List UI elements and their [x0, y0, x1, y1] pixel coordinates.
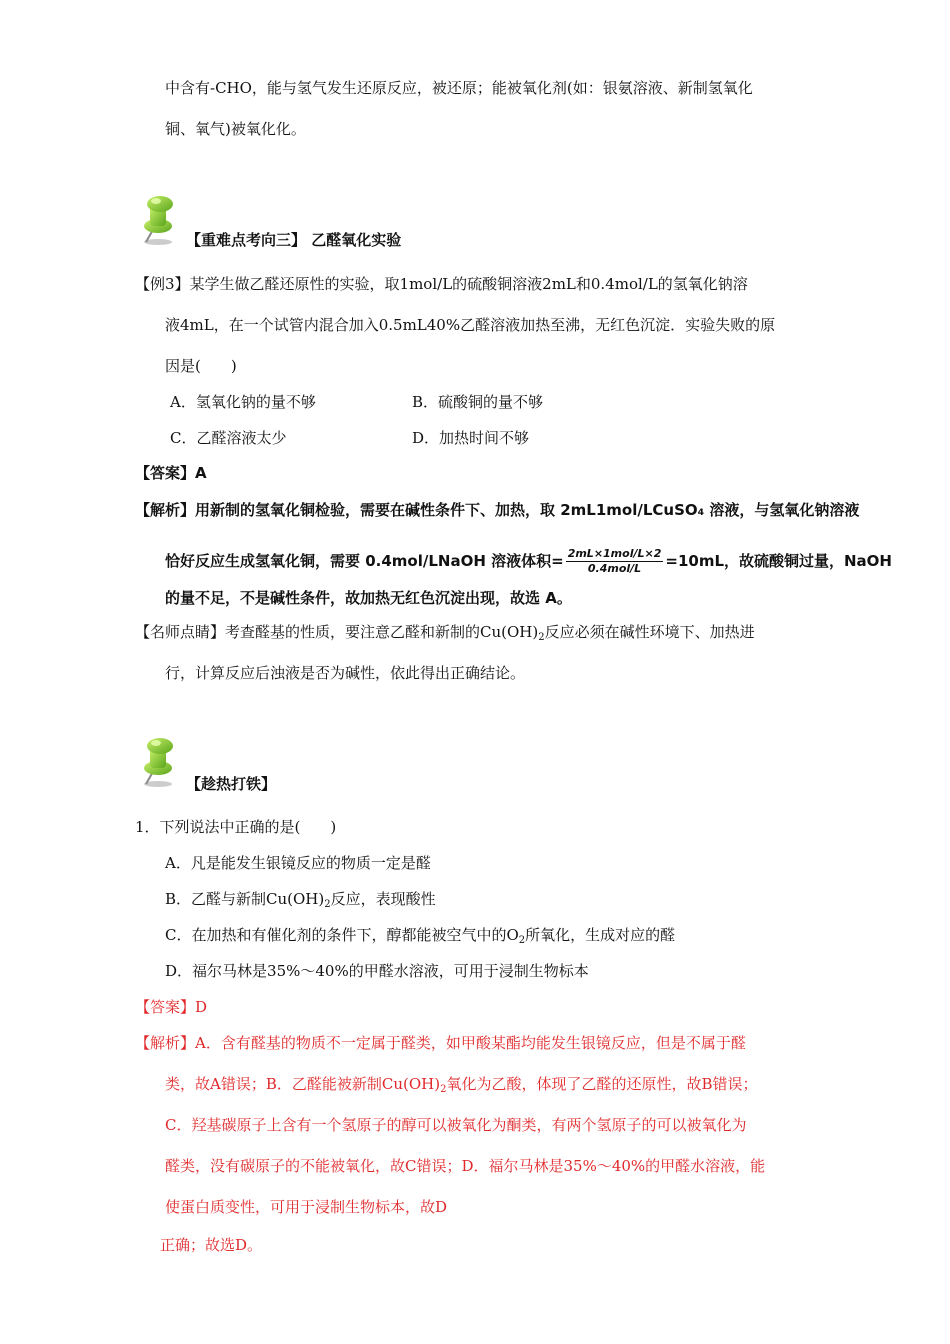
- answer-practice: 【答案】D: [135, 998, 208, 1016]
- example-3-line-2: 液4mL，在一个试管内混合加入0.5mL40%乙醛溶液加热至沸，无红色沉淀．实验失败的原: [165, 316, 776, 334]
- an-l2-sub: 2: [440, 1084, 447, 1095]
- teacher-tip-line-1: [135, 622, 755, 648]
- an-l2-pre: 类，故A错误；B．乙醛能被新制Cu(OH): [165, 1075, 441, 1093]
- analysis-practice-line-4: 醛类，没有碳原子的不能被氧化，故C错误；D．福尔马林是35%～40%的甲醛水溶液，能: [165, 1157, 766, 1175]
- analysis-practice-line-3: C．羟基碳原子上含有一个氢原子的醇可以被氧化为酮类，有两个氢原子的可以被氧化为: [165, 1116, 747, 1134]
- q1-c-pre: C．在加热和有催化剂的条件下，醇都能被空气中的O: [165, 926, 519, 944]
- section-heading-3: 【重难点考向三】 乙醛氧化实验: [186, 231, 402, 249]
- pushpin-icon: [128, 192, 184, 248]
- analysis-3-line-3: 的量不足，不是碱性条件，故加热无红色沉淀出现，故选 A。: [165, 589, 572, 607]
- pushpin-icon: [128, 734, 184, 790]
- teacher-tip-line-2: 行，计算反应后浊液是否为碱性，依此得出正确结论。: [165, 664, 526, 682]
- analysis-practice-line-6: 正确；故选D。: [160, 1236, 263, 1254]
- option-c: C．乙醛溶液太少: [170, 429, 287, 447]
- teacher-tip-pre: 【名师点睛】考查醛基的性质，要注意乙醛和新制的Cu(OH): [135, 623, 539, 641]
- fraction-denominator: 0.4mol/L: [587, 562, 642, 575]
- intro-line-2: 铜、氧气)被氧化化。: [165, 120, 306, 138]
- q1-b-post: 反应，表现酸性: [330, 890, 436, 908]
- analysis-practice-line-1: 【解析】A．含有醛基的物质不一定属于醛类，如甲酸某酯均能发生银镜反应，但是不属于醛: [135, 1034, 746, 1052]
- analysis-3-line-2-pre: 恰好反应生成氢氧化铜，需要 0.4mol/LNaOH 溶液体积=: [165, 552, 564, 570]
- question-1-option-d: D．福尔马林是35%～40%的甲醛水溶液，可用于浸制生物标本: [165, 962, 589, 980]
- option-d: D．加热时间不够: [412, 429, 530, 447]
- q1-c-post: 所氧化，生成对应的醛: [525, 926, 676, 944]
- example-3-line-3: 因是( ): [165, 357, 237, 375]
- fraction-numerator: 2mL×1mol/L×2: [567, 547, 662, 560]
- teacher-tip-sub: 2: [538, 632, 545, 643]
- an-l2-post: 氧化为乙酸，体现了乙醛的还原性，故B错误；: [446, 1075, 758, 1093]
- answer-3: 【答案】A: [135, 464, 207, 482]
- question-1-option-a: A．凡是能发生银镜反应的物质一定是醛: [165, 854, 431, 872]
- option-a: A．氢氧化钠的量不够: [170, 393, 316, 411]
- practice-heading: 【趁热打铁】: [186, 775, 277, 793]
- intro-line-1: 中含有-CHO，能与氢气发生还原反应，被还原；能被氧化剂(如：银氨溶液、新制氢氧化: [165, 79, 753, 97]
- q1-c-sub: 2: [518, 935, 526, 946]
- example-3-line-1: 【例3】某学生做乙醛还原性的实验，取1mol/L的硫酸铜溶液2mL和0.4mol/L的氢氧化钠溶: [135, 275, 748, 293]
- analysis-practice-line-5: 使蛋白质变性，可用于浸制生物标本，故D: [165, 1198, 448, 1216]
- q1-b-sub: 2: [324, 899, 331, 910]
- volume-fraction: [566, 548, 664, 575]
- analysis-3-line-1: 【解析】用新制的氢氧化铜检验，需要在碱性条件下、加热，取 2mL1mol/LCuSO₄ 溶液，与氢氧化钠溶液: [135, 501, 860, 519]
- question-1: 1．下列说法中正确的是( ): [135, 818, 337, 836]
- option-b: B．硫酸铜的量不够: [412, 393, 544, 411]
- analysis-3-line-2-post: =10mL，故硫酸铜过量，NaOH: [665, 552, 892, 570]
- teacher-tip-post: 反应必须在碱性环境下、加热进: [544, 623, 755, 641]
- analysis-practice-line-2: [165, 1074, 757, 1100]
- analysis-3-line-2: [165, 544, 892, 578]
- q1-b-pre: B．乙醛与新制Cu(OH): [165, 890, 325, 908]
- question-1-option-b: [165, 889, 436, 915]
- question-1-option-c: [165, 925, 675, 951]
